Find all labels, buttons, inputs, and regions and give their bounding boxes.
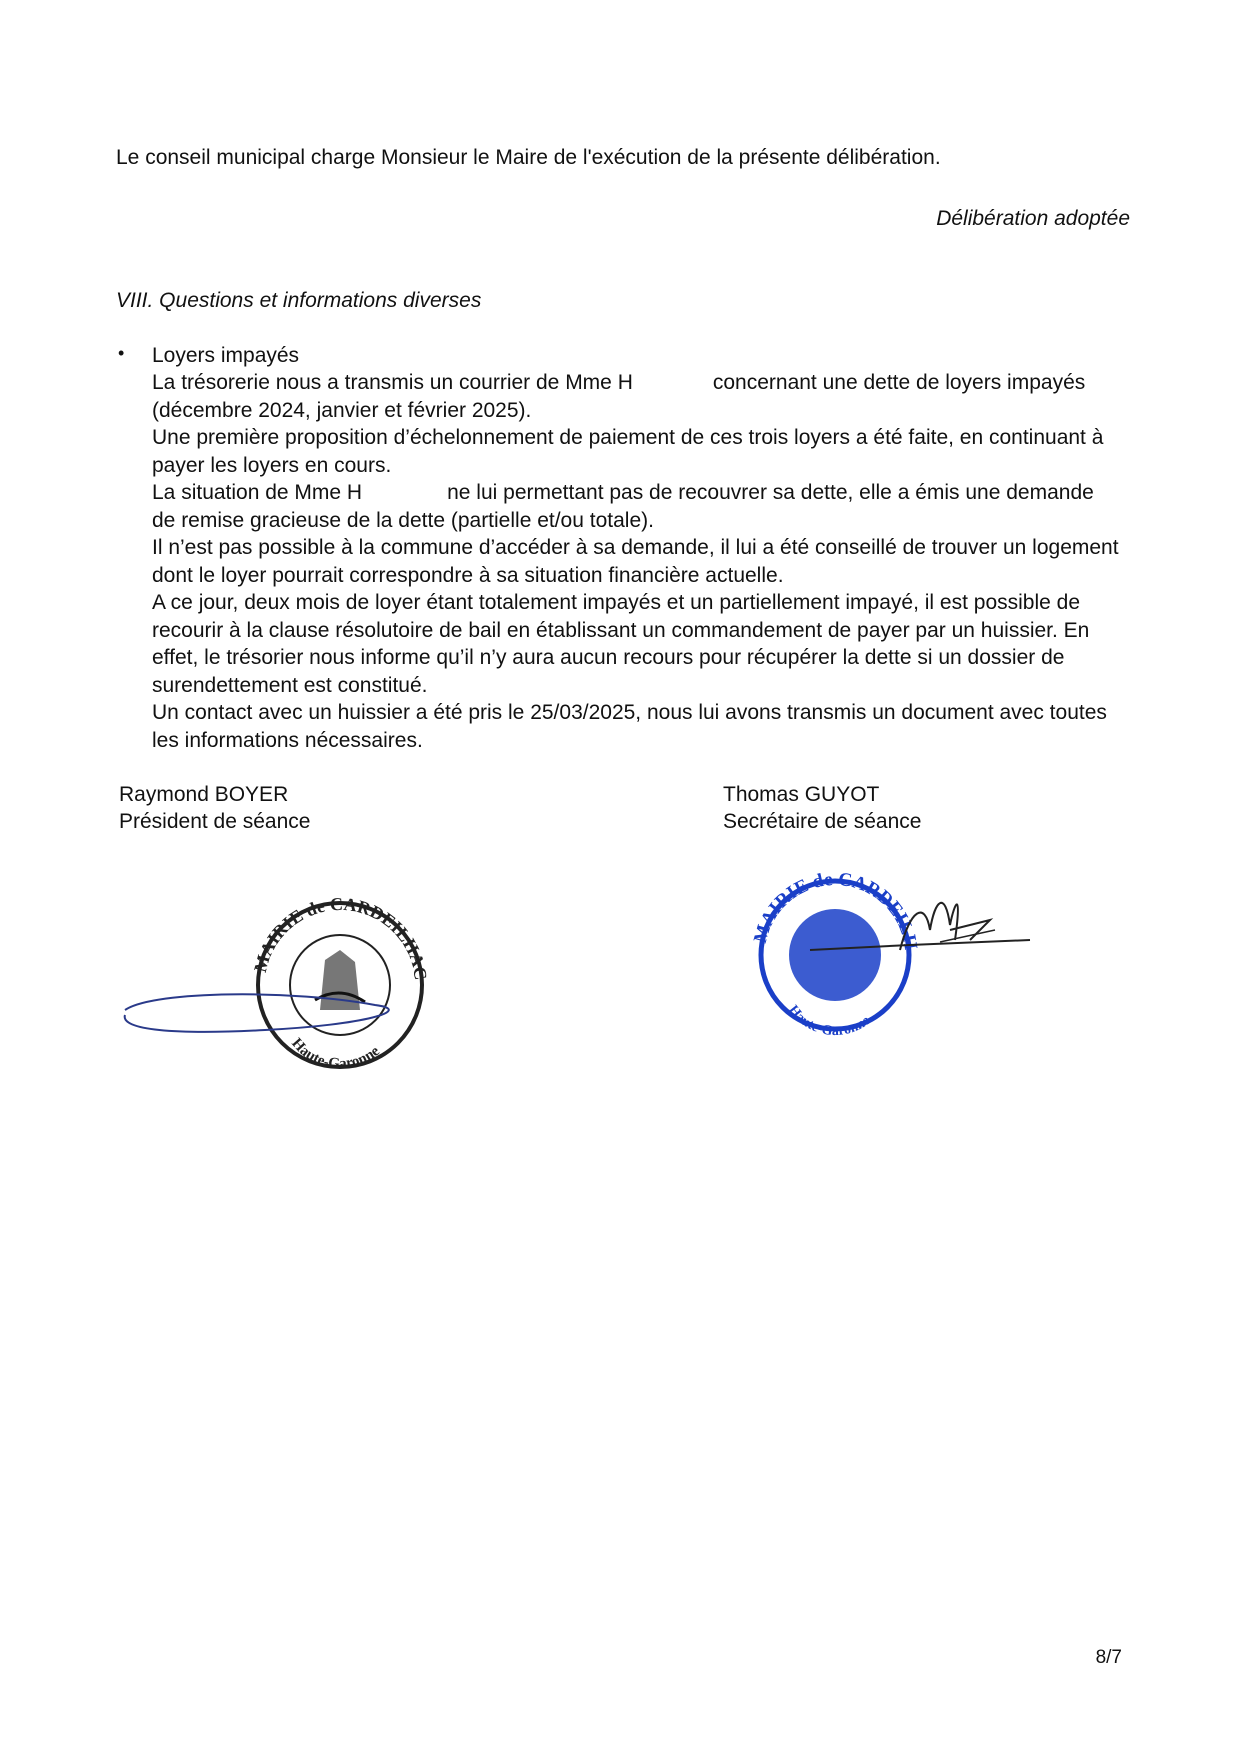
closing-statement: Le conseil municipal charge Monsieur le Maire de l'exécution de la présente délibération. xyxy=(116,146,941,169)
svg-text:MAIRIE de CARDEILHAC: MAIRIE de CARDEILH xyxy=(750,870,921,952)
bullet-icon: • xyxy=(118,343,125,363)
svg-text:MAIRIE de CARDEILHAC: MAIRIE de CARDEILHAC xyxy=(250,893,431,982)
paragraph-commune-response: Il n’est pas possible à la commune d’accéder à sa demande, il lui a été conseillé de trouver un logement dont le loyer pourrait correspondre à sa situation financière actuelle. xyxy=(152,536,1119,587)
svg-text:Haute-Garonne: Haute-Garonne xyxy=(288,1035,383,1073)
paragraph-legal-action: A ce jour, deux mois de loyer étant totalement impayés et un partiellement impayé, il est possible de recourir à la clause résolutoire de bail en établissant un commandement de payer par un huissier. En effet, le trésorier nous informe qu’il n’y aura aucun recours pour récupérer la dette si un dossier de surendettement est constitué. xyxy=(152,591,1090,697)
paragraph-bailiff-contact: Un contact avec un huissier a été pris le 25/03/2025, nous lui avons transmis un document avec toutes les informations nécessaires. xyxy=(152,701,1107,752)
paragraph-text: La trésorerie nous a transmis un courrier de Mme H xyxy=(152,371,633,394)
town-seal-icon xyxy=(115,890,435,1080)
svg-text:Haute-Garonne: Haute-Garonne xyxy=(785,1002,874,1040)
signatory-left-name: Raymond BOYER xyxy=(119,783,289,806)
paragraph-text: concernant une dette de loyers impayés (décembre 2024, janvier et février 2025). xyxy=(152,371,1086,422)
item-title: Loyers impayés xyxy=(152,344,300,367)
adoption-status: Délibération adoptée xyxy=(936,207,1130,230)
seal-and-signature-right xyxy=(750,870,1050,1046)
paragraph-treasury-letter xyxy=(152,369,1122,424)
signatory-left-role: Président de séance xyxy=(119,810,311,833)
page-number: 8/7 xyxy=(1095,1647,1122,1668)
paragraph-payment-plan: Une première proposition d’échelonnement de paiement de ces trois loyers a été faite, en continuant à payer les loyers en cours. xyxy=(152,426,1104,477)
town-seal-icon xyxy=(750,870,1050,1040)
section-title: VIII. Questions et informations diverses xyxy=(116,289,482,312)
signatory-right-role: Secrétaire de séance xyxy=(723,810,922,833)
signatory-right-name: Thomas GUYOT xyxy=(723,783,880,806)
paragraph-text: La situation de Mme H xyxy=(152,481,363,504)
seal-and-signature-left xyxy=(115,890,435,1086)
paragraph-remission-request xyxy=(152,479,1122,534)
paragraph-text: ne lui permettant pas de recouvrer sa dette, elle a émis une demande de remise gracieuse de la dette (partielle et/ou totale). xyxy=(152,481,1094,532)
